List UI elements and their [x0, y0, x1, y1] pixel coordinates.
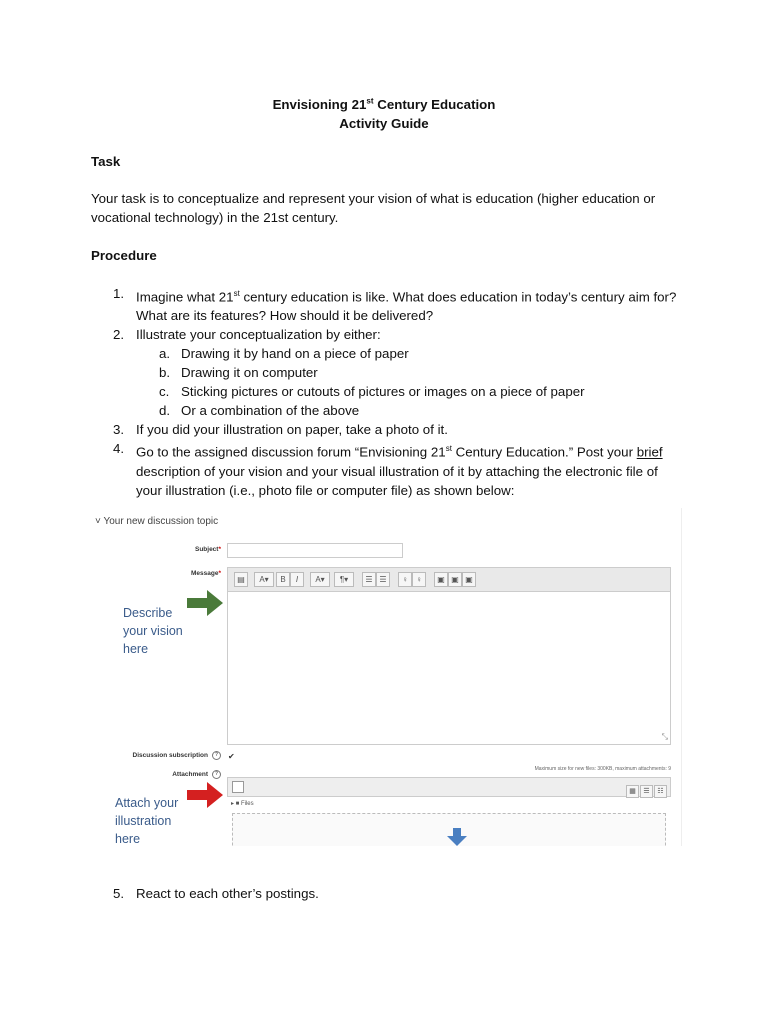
filepicker-bar — [227, 777, 671, 797]
procedure-list — [113, 284, 683, 500]
list-item: 3. If you did your illustration on paper, take a photo of it. — [113, 422, 448, 438]
resize-grip-icon[interactable]: ⤡ — [661, 732, 668, 741]
attach-annotation: Attach your illustration here — [115, 796, 179, 846]
list-item: 4. Go to the assigned discussion forum “Envisioning 21st Century Education.” Post your brief description of your vision and your visual illustration of it by attaching the electronic file of your illustration (i.e., photo file or computer file) as shown below: — [113, 441, 663, 498]
list-item: 1. Imagine what 21st century education is like. What does education in today’s century aim for? What are its features? How should it be delivered? — [113, 286, 677, 324]
option-item: b. Drawing it on computer — [159, 365, 318, 381]
subscription-label: Discussion subscription ? — [91, 751, 221, 760]
toolbar-button[interactable]: ¶▾ — [334, 572, 354, 587]
view-switcher — [625, 780, 667, 798]
message-editor[interactable] — [227, 591, 671, 745]
max-size-note: Maximum size for new files: 300KB, maximum attachments: 9 — [534, 766, 671, 772]
help-icon[interactable]: ? — [212, 770, 221, 779]
file-dropzone[interactable] — [232, 813, 666, 846]
option-item: c. Sticking pictures or cutouts of pictures or images on a piece of paper — [159, 384, 585, 400]
message-label: Message* — [191, 570, 221, 577]
list-item: 2. Illustrate your conceptualization by either: a. Drawing it by hand on a piece of paper b. Drawing it on computer c. Sticking pictures or cutouts of pictures or images on a piece of paper d. Or a combination of the above — [113, 325, 683, 420]
media-button[interactable]: ▣ — [448, 572, 462, 587]
title-line-2: Activity Guide — [339, 116, 429, 131]
procedure-list-continued — [113, 884, 683, 903]
option-item: d. Or a combination of the above — [159, 403, 360, 419]
option-item: a. Drawing it by hand on a piece of paper — [159, 346, 409, 362]
add-file-button[interactable] — [232, 781, 244, 793]
unlink-button[interactable]: ♀ — [412, 572, 426, 587]
title-line-1: Envisioning 21st Century Education — [272, 96, 496, 112]
toolbar-button[interactable]: A▾ — [310, 572, 330, 587]
attachment-label: Attachment ? — [91, 770, 221, 779]
image-button[interactable]: ▣ — [434, 572, 448, 587]
link-button[interactable]: ♀ — [398, 572, 412, 587]
icon-view-button[interactable]: ▦ — [626, 785, 639, 798]
describe-annotation: Describe your vision here — [123, 606, 183, 656]
files-folder[interactable]: ▸ ■ Files — [231, 801, 254, 807]
forum-screenshot — [91, 508, 682, 846]
option-list — [136, 344, 683, 420]
subject-label: Subject* — [194, 546, 221, 553]
italic-button[interactable]: I — [290, 572, 304, 587]
bold-button[interactable]: B — [276, 572, 290, 587]
list-item: 5. React to each other’s postings. — [113, 886, 319, 901]
list-button[interactable]: ☰ — [376, 572, 390, 587]
upload-arrow-icon — [447, 828, 467, 846]
list-button[interactable]: ☰ — [362, 572, 376, 587]
list-view-button[interactable]: ☰ — [640, 785, 653, 798]
file-button[interactable]: ▣ — [462, 572, 476, 587]
green-arrow-icon — [185, 588, 225, 618]
subject-input[interactable] — [227, 543, 403, 558]
toolbar-button[interactable]: ▤ — [234, 572, 248, 587]
tree-view-button[interactable]: ☷ — [654, 785, 667, 798]
subscription-checkbox[interactable]: ✔ — [228, 752, 235, 761]
procedure-heading: Procedure — [91, 248, 157, 263]
document-title — [0, 95, 768, 133]
toolbar-button[interactable]: A▾ — [254, 572, 274, 587]
red-arrow-icon — [185, 780, 225, 810]
help-icon[interactable]: ? — [212, 751, 221, 760]
editor-toolbar — [227, 567, 671, 592]
section-title: ˅ Your new discussion topic — [95, 516, 219, 527]
task-paragraph: Your task is to conceptualize and represent your vision of what is education (higher education or vocational technology) in the 21st century. — [91, 191, 656, 225]
task-heading: Task — [91, 154, 121, 169]
